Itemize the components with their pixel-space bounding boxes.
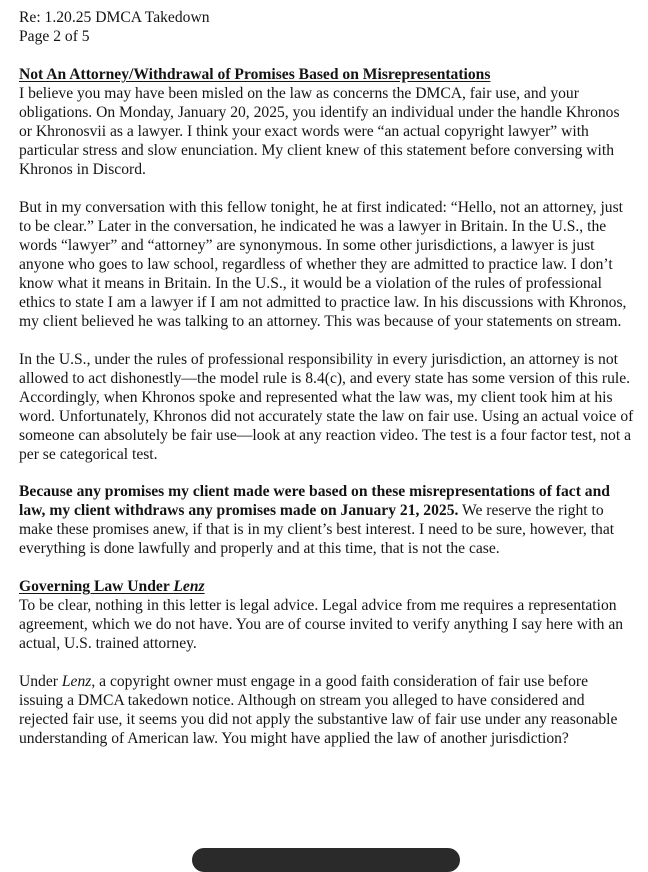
withdrawal-statement: Because any promises my client made were based on these misrepresentations of fact and law, my client withdraws any promises made on January 21, 2025.: [19, 483, 610, 519]
section-heading-governing-law: [19, 577, 635, 596]
lenz-continuation: , a copyright owner must engage in a good faith consideration of fair use before issuing a DMCA takedown notice. Although on stream you alleged to have considered and rejected fair use, it seems you did not apply the substantive law of fair use under any reasonable understanding of American law. You might have applied the law of another jurisdiction?: [19, 673, 618, 747]
paragraph-not-legal-advice: To be clear, nothing in this letter is legal advice. Legal advice from me requires a representation agreement, which we do not have. You are of course invited to verify anything I say here with an actual, U.S. trained attorney.: [19, 597, 624, 652]
withdrawal-continuation: We reserve the right to make these promises anew, if that is in my client’s best interest. I need to be sure, however, that everything is done lawfully and properly and at this time, that is not the case.: [19, 502, 615, 557]
paragraph-lenz-good-faith: [19, 672, 635, 748]
bottom-toolbar-overlay[interactable]: [192, 848, 460, 872]
heading-case-name: Lenz: [173, 578, 205, 595]
section-heading-not-an-attorney: Not An Attorney/Withdrawal of Promises Based on Misrepresentations: [19, 66, 491, 83]
lenz-case-name: Lenz: [61, 673, 92, 690]
letter-subject: Re: 1.20.25 DMCA Takedown: [19, 9, 210, 26]
heading-governing-law-prefix: Governing Law Under: [19, 578, 174, 595]
paragraph-professional-responsibility: In the U.S., under the rules of professional responsibility in every jurisdiction, an attorney is not allowed to act dishonestly—the model rule is 8.4(c), and every state has some version of this rule. Accordingly, when Khronos spoke and represented what the law was, my client took him at his word. Unfortunately, Khronos did not accurately state the law on fair use. Using an actual voice of someone can absolutely be fair use—look at any reaction video. The test is a four factor test, not a per se categorical test.: [19, 351, 634, 463]
paragraph-misled-on-law: I believe you may have been misled on the law as concerns the DMCA, fair use, and your obligations. On Monday, January 20, 2025, you identify an individual under the handle Khronos or Khronosvii as a lawyer. I think your exact words were “an actual copyright lawyer” with particular stress and slow enunciation. My client knew of this statement before conversing with Khronos in Discord.: [19, 85, 620, 178]
letter-page: [19, 8, 635, 748]
paragraph-conversation-with-khronos: But in my conversation with this fellow tonight, he at first indicated: “Hello, not an attorney, just to be clear.” Later in the conversation, he indicated he was a lawyer in Britain. In the U.S., the words “lawyer” and “attorney” are synonymous. In some other jurisdictions, a lawyer is just anyone who goes to law school, regardless of whether they are admitted to practice law. I don’t know what it means in Britain. In the U.S., it would be a violation of the rules of professional ethics to state I am a lawyer if I am not admitted to practice law. In his discussions with Khronos, my client believed he was talking to an attorney. This was because of your statements on stream.: [19, 199, 627, 330]
lenz-prefix: Under: [19, 673, 62, 690]
page-indicator: Page 2 of 5: [19, 28, 90, 45]
paragraph-withdrawal-of-promises: [19, 482, 635, 558]
